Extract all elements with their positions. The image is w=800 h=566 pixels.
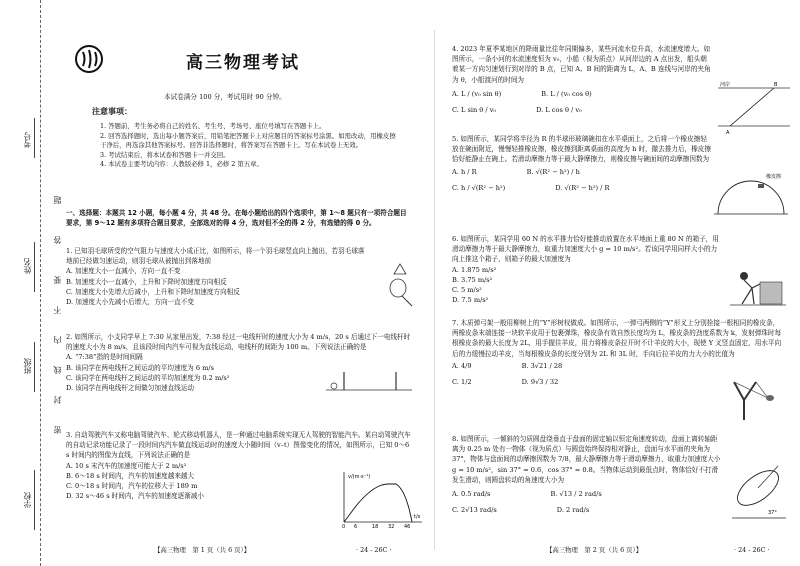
notice-item: 4. 本试卷主要考试内容：人教版必修 1，必修 2 第五章。 [100,160,263,169]
bowl-figure [714,168,788,220]
question-stem: 3. 自动驾驶汽车又称电脑驾驶汽车、轮式移动机器人，是一种通过电脑系统实现无人驾驶的智能汽车。某自动驾驶汽车的自动记录功能记录了一段时间内汽车做直线运动时的速度大小随时间（v–t）图像变化的情况，如图所示，已知 0～6 s 时间内的图像为直线，下列说法正确的是 [66,431,411,460]
option: D. 7.5 m/s² [452,296,489,305]
box-icon [760,282,782,304]
xuexiao-field[interactable] [34,470,35,530]
label-xingming: 姓名 [23,258,32,274]
banji-field[interactable] [34,342,35,392]
option: D. 加速度大小先减小后增大，方向一直不变 [66,298,194,307]
option: B. 加速度大小一直减小，上升和下降时加速度方向相反 [66,277,227,286]
label-banji: 班级 [23,358,32,374]
angle-label: 37° [768,510,777,516]
option: C. L sin θ / v₀ [452,106,497,115]
river-figure [718,80,790,136]
option: A. 0.5 rad/s [452,490,491,499]
notice-item: 1. 答题前，考生务必将自己的姓名、考生号、考场号、座位号填写在答题卡上。 [100,122,326,130]
notice-item: 2. 回答选择题时，选出每小题答案后，用铅笔把答题卡上对应题目的答案标号涂黑。如需改动，用橡皮擦干净后，再选涂其他答案标号。回答非选择题时，将答案写在答题卡上。写在本试卷上无效。 [100,131,396,150]
option: D. 2 rad/s [556,506,590,515]
push-box-figure [730,268,786,308]
option: B. √(R² − h²) / h [526,167,580,176]
tick: 0 [342,524,346,530]
option: A. 加速度大小一直减小，方向一直不变 [66,267,181,276]
notice-title: 注意事项： [92,107,132,116]
option: C. 加速度大小先增大后减小，上升和下降时加速度方向相反 [66,287,240,296]
section-title: 一、选择题：本题共 12 小题，每小题 4 分，共 48 分。在每小题给出的四个选项中，第 1～8 题只有一项符合题目要求，第 9～12 题有多项符合题目要求，全部选对的得 4 分，选对但不全的得 2 分，有选错的得 0 分。 [66,209,407,228]
label-xuexiao: 学校 [23,492,32,508]
option: B. 3.75 m/s² [452,275,493,284]
kaohao-field[interactable] [34,118,35,158]
option: D. 该同学在两电线杆之间做匀加速直线运动 [66,384,194,393]
option: A. h / R [452,167,477,176]
graph-xlabel: t/s [414,514,421,520]
pole-figure [324,368,414,392]
option: B. L / (v₀ cos θ) [541,89,592,98]
disk-figure [728,452,788,522]
page-1 [66,0,421,566]
slingshot-icon [734,382,756,420]
label-kaohao: 考号 [23,132,32,148]
seal-char: 内 [53,336,62,344]
option: B. 6～18 s 时间内，汽车的加速度越来越大 [66,471,195,480]
footer-left: 【高三物理 第 1 页（共 6 页）】 [154,546,251,554]
tick: 32 [388,524,395,530]
option: C. h / √(R² − h²) [452,183,506,192]
question-8 [452,434,722,516]
badminton-figure [386,262,416,308]
option: D. L cos θ / v₀ [536,106,582,115]
option: D. 32 s～46 s 时间内，汽车的加速度逐渐减小 [66,492,204,501]
option: B. 3√21 / 28 [521,361,563,370]
question-stem: 1. 已知羽毛球所受的空气阻力与速度大小成正比，如图所示，将一个羽毛球竖直向上抛出，若羽毛球落地前已经做匀速运动，则羽毛球从被抛出到落地前 [66,247,365,266]
xingming-field[interactable] [34,242,35,292]
footer-right: 【高三物理 第 2 页（共 6 页）】 [546,546,643,554]
shuttlecock-icon [394,264,406,274]
option: A. 4/9 [452,361,472,370]
option: C. 1/2 [452,378,472,387]
seal-char: 不 [53,306,62,314]
tick: 18 [372,524,379,530]
option: A. 10 s 末汽车的加速度可能大于 2 m/s² [66,461,187,470]
option: A. L / (v₀ sin θ) [452,89,502,98]
bike-icon [331,383,337,389]
footer-code-right: · 24 - 26C · [734,546,770,554]
seal-char: 要 [53,276,62,284]
question-6 [452,234,722,306]
notice-item: 3. 考试结束后，将本试卷和答题卡一并交回。 [100,150,230,159]
question-stem: 4. 2023 年夏季某地区的降雨量比往年同期偏多，某些河流水位升高，水流速度增大。如图所示，一条小河的水流速度恒为 v₀，小船（视为质点）从河岸边的 A 点出发，船头朝着某一方向匀速划行到对岸的 B 点，已知 A、B 间的距离为 L，A、B 连线与河岸的夹角为 θ，小船渡河的时间为 [452,45,711,84]
vt-graph [338,470,424,530]
option: C. 2√13 rad/s [452,506,497,515]
publisher-logo-icon [74,44,104,74]
option: C. 5 m/s² [452,286,482,295]
bank-label: 河岸 [720,82,731,88]
option: D. 9√3 / 32 [521,378,559,387]
question-1 [66,246,412,307]
point-a-label: A [726,130,730,136]
slingshot-figure [724,376,788,422]
option: B. 该同学在两电线杆之间运动的平均速度为 6 m/s [66,363,214,372]
option: C. 该同学在两电线杆之间运动的平均加速度为 0.2 m/s² [66,373,230,382]
seal-char: 封 [53,396,62,404]
cut-line [40,0,41,566]
question-4 [452,44,712,115]
tick: 6 [354,524,358,530]
graph-ylabel: v/(m·s⁻¹) [348,474,371,480]
option: A. “7:38”指的是时间间隔 [66,353,143,362]
vt-curve [344,484,412,522]
question-stem: 6. 如图所示，某同学用 60 N 的水平推力恰好能推动放置在水平地面上重 80 N 的箱子，用滑动摩擦力等于最大静摩擦力，取重力加速度大小 g = 10 m/s²。若该同学用同样大小的力向上推这个箱子，则箱子的最大加速度为 [452,235,719,264]
question-stem: 7. 木质弹弓架一般用柳树上的“Y”形树杈做成。如图所示，一弹弓两侧的“Y”形叉上分别拴接一根相同的橡皮条，两橡皮条末端连接一块软羊皮用于包裹弹珠，橡皮条有效自然长度均为 L，橡皮条的劲度系数为 k，发射弹珠时每根橡皮条的最大长度为 2L，用手握住羊皮，用力将橡皮条拉开时不计羊皮的大小，现使 Y 叉竖直固定，用水平向后的力缓慢拉动羊皮，当每根橡皮条的长度分别为 2L 和 3L 时，手向后拉羊皮的力大小的比值为 [452,319,782,358]
eraser-label: 橡皮擦 [766,174,782,180]
binding-strip [0,0,64,566]
exam-intro: 本试卷满分 100 分，考试用时 90 分钟。 [164,93,286,101]
question-stem: 5. 如图所示，某同学将半径为 R 的半球形玻璃碗扣在水平桌面上，之后将一个橡皮擦轻放在碗面附近，慢慢轻推橡皮擦，橡皮擦到距离桌面的高度为 h 时，撤去推力后，橡皮擦恰好能静止在碗上。若滑动摩擦力等于最大静摩擦力，则橡皮擦与碗面间的动摩擦因数为 [452,135,711,164]
eraser-icon [758,184,764,188]
option: C. 0～18 s 时间内，汽车的位移大于 189 m [66,482,198,491]
question-stem: 2. 如图所示，小支同学早上 7:30 从家里出发，7:38 经过一电线杆时的速度大小为 4 m/s，20 s 后通过下一电线杆时的速度大小为 8 m/s，且该段时间内汽车可视为直线运动，电线杆的间距为 100 m。下列说法正确的是 [66,333,411,352]
option: B. √13 / 2 rad/s [550,490,602,499]
seal-char: 密 [53,426,62,434]
notice-list [100,122,400,170]
seal-char: 线 [53,366,62,374]
seal-char: 题 [53,196,62,204]
racket-icon [390,279,406,297]
footer-code-left: · 24 - 26C · [356,546,392,554]
option: A. 1.875 m/s² [452,265,497,274]
tick: 46 [404,524,411,530]
question-stem: 8. 如图所示，一倾斜的匀质圆盘绕垂直于盘面的固定轴以恒定角速度转动，盘面上离转轴距离为 0.25 m 处有一物体（视为质点）与圆盘始终保持相对静止，盘面与水平面的夹角为 37°，物体与盘面间的动摩擦因数为 7/8，最大静摩擦力等于滑动摩擦力，取重力加速度大小 g = 10 m/s²，sin 37° = 0.6，cos 37° = 0.8。当物体运动到最低点时，物体恰好不打滑发生滑动，则圆盘转动的角速度大小为 [452,435,721,484]
option: D. √(R² − h²) / R [555,183,610,192]
person-icon [740,272,748,280]
page-2 [452,0,790,566]
point-b-label: B [774,82,778,88]
page-title: 高三物理考试 [186,53,300,73]
seal-char: 答 [53,236,62,244]
bowl-icon [718,181,784,214]
page-divider [434,30,435,550]
